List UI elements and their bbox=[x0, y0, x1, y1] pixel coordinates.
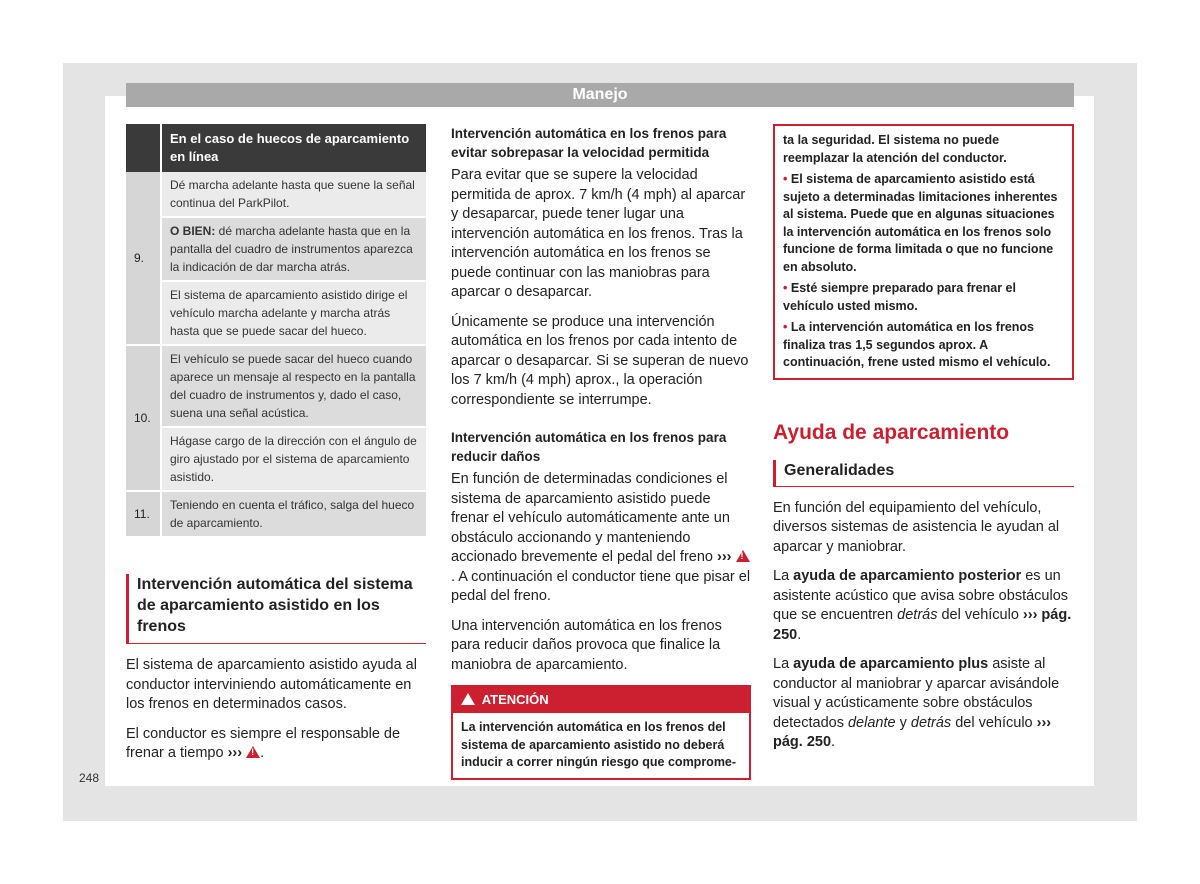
step-text: Hágase cargo de la dirección con el ángulo de giro ajustado por el sistema de aparcamiento asistido. bbox=[162, 428, 426, 492]
step-text: Teniendo en cuenta el tráfico, salga del hueco de aparcamiento. bbox=[162, 492, 426, 538]
table-heading: En el caso de huecos de aparcamiento en línea bbox=[162, 124, 426, 172]
steps-table bbox=[126, 124, 426, 538]
text: del vehículo bbox=[937, 607, 1019, 623]
bullet-icon: • bbox=[783, 320, 788, 334]
text-emphasis: detrás bbox=[897, 607, 938, 623]
table-header-num bbox=[126, 124, 162, 172]
period: . bbox=[831, 734, 836, 750]
warning-bullet bbox=[783, 280, 1064, 315]
step-text: Dé marcha adelante hasta que suene la señal continua del ParkPilot. bbox=[162, 172, 426, 218]
table-row bbox=[126, 346, 426, 428]
text: y bbox=[895, 714, 911, 731]
warning-title-text: ATENCIÓN bbox=[481, 692, 549, 707]
text-strong: ayuda de aparcamiento posterior bbox=[793, 568, 1022, 584]
warning-continued-text: ta la seguridad. El sistema no puede reemplazar la atención del conductor. bbox=[783, 133, 1007, 165]
warning-title bbox=[453, 687, 749, 713]
step-number: 9. bbox=[126, 172, 162, 346]
step-number: 10. bbox=[126, 346, 162, 492]
column-left bbox=[126, 124, 426, 774]
text: del vehículo bbox=[951, 714, 1033, 731]
table-row bbox=[126, 492, 426, 538]
paragraph bbox=[451, 470, 751, 607]
warning-box-continued bbox=[773, 124, 1074, 380]
step-text bbox=[162, 218, 426, 282]
paragraph bbox=[126, 725, 426, 764]
step-text-rest: dé marcha adelante hasta que en la pantalla del cuadro de instrumentos aparezca la indicación de dar marcha atrás. bbox=[170, 224, 413, 274]
chapter-title: Ayuda de aparcamiento bbox=[773, 420, 1010, 444]
paragraph: En función del equipamiento del vehículo, diversos sistemas de asistencia le ayudan al aparcar y maniobrar. bbox=[773, 499, 1060, 555]
table-header-row bbox=[126, 124, 426, 172]
paragraph: Para evitar que se supere la velocidad permitida de aprox. 7 km/h (4 mph) al aparcar y desaparcar, puede tener lugar una intervención automática en los frenos. Tras la intervención automática en los frenos se puede continuar con las maniobras para aparcar o desaparcar. bbox=[451, 167, 746, 300]
bullet-icon: • bbox=[783, 281, 788, 295]
warning-bullet-text: La intervención automática en los frenos finaliza tras 1,5 segundos aprox. A continuación, frene usted mismo el vehículo. bbox=[783, 320, 1051, 369]
step-number: 11. bbox=[126, 492, 162, 538]
warning-triangle-icon bbox=[461, 693, 475, 705]
step-text: El sistema de aparcamiento asistido dirige el vehículo marcha adelante y marcha atrás hasta que se puede sacar del hueco. bbox=[162, 282, 426, 346]
warning-bullet bbox=[783, 171, 1064, 276]
text-strong: ayuda de aparcamiento plus bbox=[793, 656, 989, 672]
paragraph: Únicamente se produce una intervención automática en los frenos por cada intento de aparcar o desaparcar. Si se superan de nuevo los 7 km/h (4 mph) aprox., la operación correspondiente se interrumpe. bbox=[451, 313, 749, 408]
subheading: Intervención automática en los frenos para evitar sobrepasar la velocidad permitida bbox=[451, 126, 727, 160]
text: es un asistente acústico que avisa sobre obstáculos que se encuentren bbox=[773, 568, 1069, 623]
warning-bullet-text: Esté siempre preparado para frenar el vehículo usted mismo. bbox=[783, 281, 1016, 313]
warning-bullet-text: El sistema de aparcamiento asistido está sujeto a determinadas limitaciones inherentes al sistema. Puede que en algunas situaciones la intervención automática en los frenos solo funcione de forma limitada o que no funcione en absoluto. bbox=[783, 172, 1058, 274]
period: . bbox=[797, 626, 802, 643]
subheading: Intervención automática en los frenos para reducir daños bbox=[451, 430, 727, 464]
section-header: Manejo bbox=[126, 83, 1074, 107]
text: asiste al conductor al maniobrar y aparcar avisándole visual y acústicamente sobre obstáculos detectados bbox=[773, 656, 1060, 731]
paragraph bbox=[773, 567, 1074, 645]
cross-reference-link[interactable]: ››› pág. 250 bbox=[773, 714, 1052, 750]
step-text: El vehículo se puede sacar del hueco cuando aparece un mensaje al respecto en la pantalla del cuadro de instrumentos y, dado el caso, suena una señal acústica. bbox=[162, 346, 426, 428]
column-right bbox=[773, 124, 1074, 763]
warning-bullet bbox=[783, 319, 1064, 372]
table-row bbox=[126, 218, 426, 282]
paragraph bbox=[773, 655, 1074, 753]
table-row bbox=[126, 282, 426, 346]
text: La bbox=[773, 568, 794, 584]
warning-triangle-icon bbox=[246, 746, 260, 758]
bullet-icon: • bbox=[783, 172, 788, 186]
table-row bbox=[126, 172, 426, 218]
warning-triangle-icon bbox=[736, 550, 750, 562]
text-emphasis: detrás bbox=[910, 714, 952, 731]
warning-box bbox=[451, 685, 751, 780]
period: . bbox=[260, 745, 265, 761]
paragraph: El sistema de aparcamiento asistido ayuda al conductor interviniendo automáticamente en los frenos en determinados casos. bbox=[126, 657, 417, 712]
column-middle bbox=[451, 124, 751, 780]
page-number: 248 bbox=[79, 771, 100, 785]
table-row bbox=[126, 428, 426, 492]
warning-body: La intervención automática en los frenos del sistema de aparcamiento asistido no deberá inducir a correr ningún riesgo que comprome- bbox=[461, 720, 737, 769]
paragraph-text: El conductor es siempre el responsable de frenar a tiempo bbox=[126, 725, 401, 761]
paragraph: Una intervención automática en los frenos para reducir daños provoca que finalice la maniobra de aparcamiento. bbox=[451, 617, 722, 673]
paragraph-text: . A continuación el conductor tiene que pisar el pedal del freno. bbox=[451, 568, 751, 604]
section-heading: Intervención automática del sistema de aparcamiento asistido en los frenos bbox=[126, 574, 426, 644]
cross-reference-link[interactable]: ››› bbox=[227, 745, 243, 761]
text: La bbox=[773, 656, 794, 672]
cross-reference-link[interactable]: ››› bbox=[717, 549, 732, 565]
text-emphasis: delante bbox=[847, 714, 896, 731]
cross-reference-link[interactable]: ››› pág. 250 bbox=[773, 607, 1072, 643]
step-text-strong: O BIEN: bbox=[170, 224, 216, 238]
section-heading: Generalidades bbox=[773, 460, 1074, 487]
paragraph-text: En función de determinadas condiciones el sistema de aparcamiento asistido puede frenar el vehículo automáticamente ante un obstáculo accionando y manteniendo accionado brevemente el pedal del freno bbox=[451, 471, 730, 565]
